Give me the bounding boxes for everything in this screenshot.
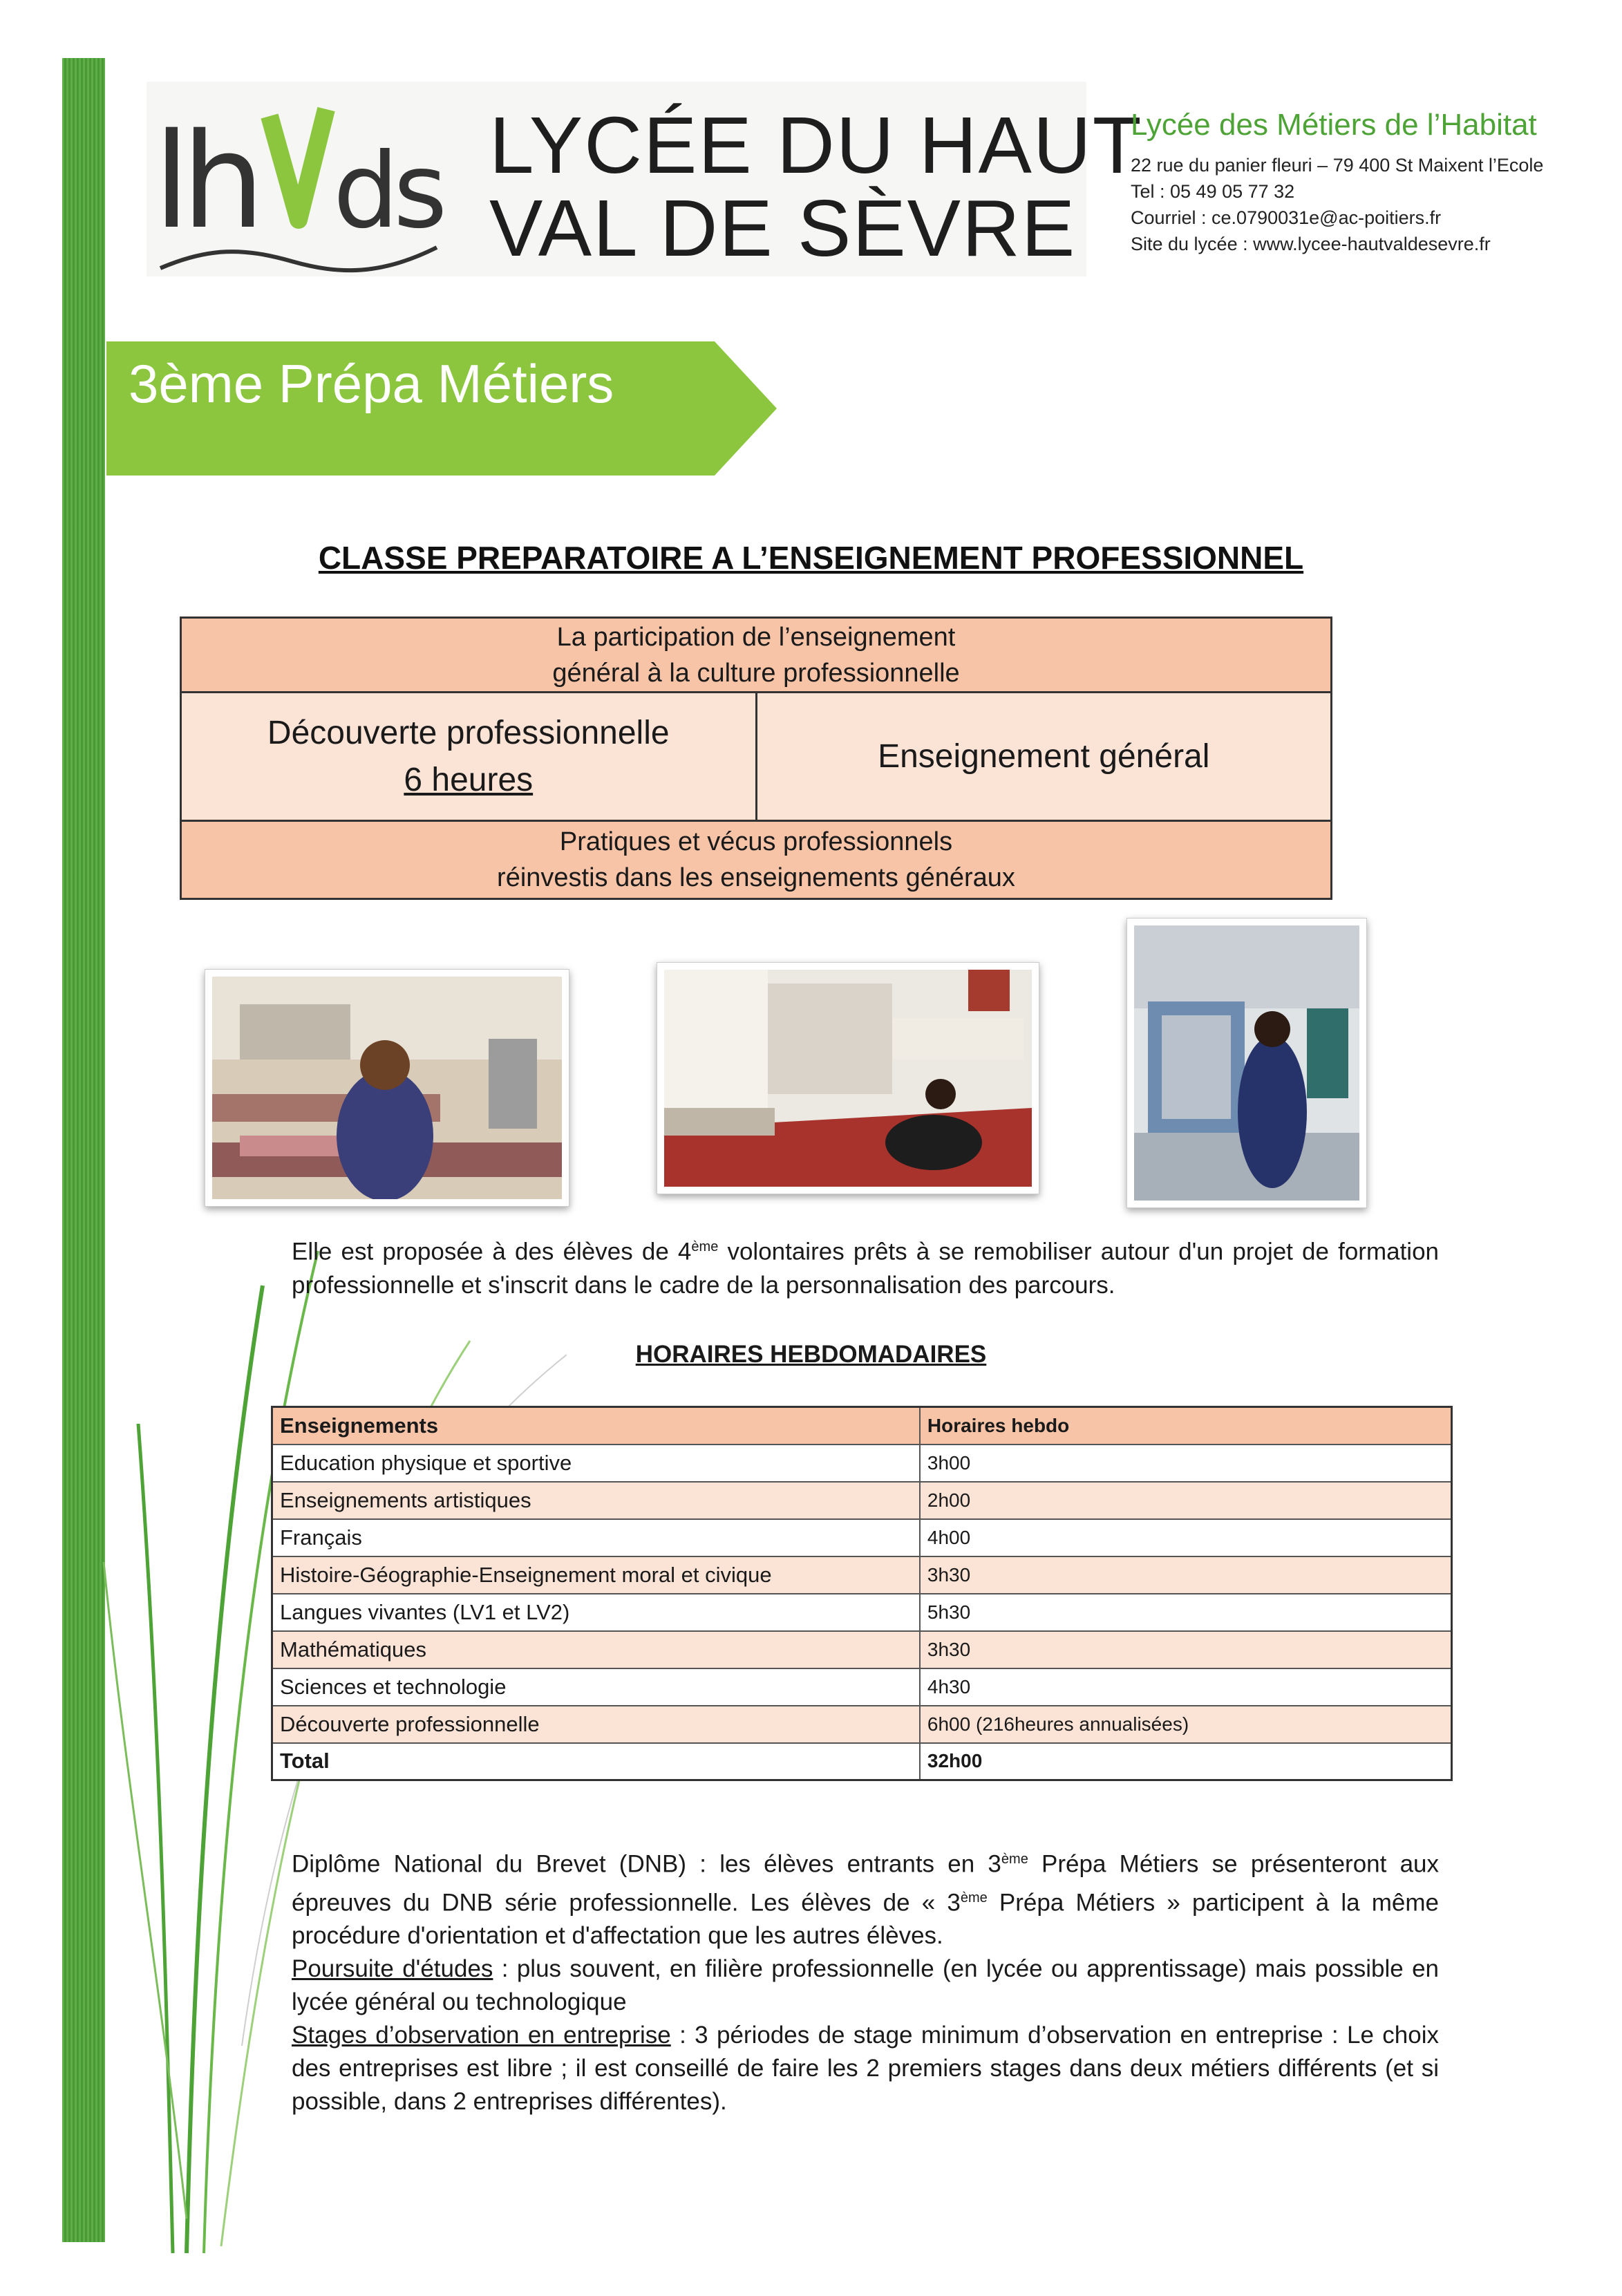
school-name: LYCÉE DU HAUT VAL DE SÈVRE bbox=[489, 100, 1143, 273]
photo-workshop-flooring bbox=[657, 962, 1039, 1194]
hours-value: 5h30 bbox=[920, 1594, 1452, 1631]
hours-subject: Langues vivantes (LV1 et LV2) bbox=[272, 1594, 920, 1631]
structure-top-line1: La participation de l’enseignement bbox=[556, 622, 956, 652]
hours-subject: Mathématiques bbox=[272, 1631, 920, 1668]
structure-bottom-line2: réinvestis dans les enseignements généraux bbox=[497, 863, 1015, 892]
structure-bottom-line1: Pratiques et vécus professionnels bbox=[559, 827, 953, 856]
hours-subject: Sciences et technologie bbox=[272, 1668, 920, 1706]
svg-text:lh: lh bbox=[153, 105, 257, 258]
banner-title: 3ème Prépa Métiers bbox=[129, 353, 614, 414]
hours-header-subject: Enseignements bbox=[272, 1407, 920, 1445]
hours-value: 4h30 bbox=[920, 1668, 1452, 1706]
intro-superscript: ème bbox=[691, 1239, 719, 1254]
dnb-superscript-1: ème bbox=[1001, 1852, 1028, 1867]
structure-bottom-row bbox=[182, 822, 1330, 898]
table-row bbox=[272, 1519, 1452, 1556]
hours-table-header-row bbox=[272, 1407, 1452, 1445]
main-heading: CLASSE PREPARATOIRE A L’ENSEIGNEMENT PROFESSIONNEL bbox=[318, 540, 1304, 576]
bottom-text-block bbox=[292, 1843, 1439, 2118]
hours-subject: Histoire-Géographie-Enseignement moral et civique bbox=[272, 1556, 920, 1594]
school-logo-icon bbox=[153, 88, 444, 276]
structure-left-title: Découverte professionnelle bbox=[267, 714, 670, 751]
hours-total-label: Total bbox=[272, 1743, 920, 1780]
table-row bbox=[272, 1706, 1452, 1743]
poursuite-text: : plus souvent, en filière professionnelle (en lycée ou apprentissage) mais possible en lycée général ou technologique bbox=[292, 1955, 1439, 2016]
svg-text:ds: ds bbox=[333, 131, 442, 252]
dnb-text-3: Prépa Métiers » participent à la même procédure d'orientation et d'affectation que les autres élèves. bbox=[292, 1889, 1439, 1950]
hours-value: 3h00 bbox=[920, 1445, 1452, 1482]
woodwork-photo-illustration bbox=[212, 977, 562, 1199]
hours-subject: Education physique et sportive bbox=[272, 1445, 920, 1482]
table-row bbox=[272, 1482, 1452, 1519]
address-phone: Tel : 05 49 05 77 32 bbox=[1131, 181, 1295, 202]
hours-table bbox=[271, 1406, 1453, 1781]
stages-text: : 3 périodes de stage minimum d’observation en entreprise : Le choix des entreprises est libre ; il est conseillé de faire les 2 premiers stages dans deux métiers différents (et si possible, dans 2 entreprises différentes). bbox=[292, 2022, 1439, 2116]
hours-value: 4h00 bbox=[920, 1519, 1452, 1556]
dnb-paragraph bbox=[292, 1843, 1439, 1952]
intro-text-start: Elle est proposée à des élèves de 4 bbox=[292, 1238, 692, 1265]
hours-subject: Français bbox=[272, 1519, 920, 1556]
electrical-photo-illustration bbox=[1134, 925, 1359, 1201]
structure-right-title: Enseignement général bbox=[878, 737, 1210, 775]
structure-top-line2: général à la culture professionnelle bbox=[552, 658, 960, 688]
structure-left-cell bbox=[182, 693, 755, 820]
table-row bbox=[272, 1631, 1452, 1668]
address-street: 22 rue du panier fleuri – 79 400 St Maixent l’Ecole bbox=[1131, 155, 1544, 176]
hours-header-hours: Horaires hebdo bbox=[920, 1407, 1452, 1445]
hours-value: 3h30 bbox=[920, 1556, 1452, 1594]
dnb-text-1: : les élèves entrants en 3 bbox=[686, 1850, 1001, 1878]
table-row bbox=[272, 1445, 1452, 1482]
photo-workshop-electrical bbox=[1126, 918, 1367, 1208]
dnb-label: Diplôme National du Brevet (DNB) bbox=[292, 1850, 687, 1878]
structure-top-row bbox=[182, 619, 1330, 693]
structure-right-cell bbox=[755, 693, 1331, 820]
table-row bbox=[272, 1594, 1452, 1631]
table-row bbox=[272, 1668, 1452, 1706]
structure-middle-row bbox=[182, 693, 1330, 822]
poursuite-paragraph bbox=[292, 1952, 1439, 2019]
poursuite-label: Poursuite d'études bbox=[292, 1955, 493, 1983]
hours-subject: Enseignements artistiques bbox=[272, 1482, 920, 1519]
flooring-photo-illustration bbox=[664, 970, 1032, 1187]
hours-heading: HORAIRES HEBDOMADAIRES bbox=[635, 1341, 987, 1368]
table-row bbox=[272, 1556, 1452, 1594]
hours-total-value: 32h00 bbox=[920, 1743, 1452, 1780]
structure-table bbox=[180, 617, 1332, 900]
hours-subject: Découverte professionnelle bbox=[272, 1706, 920, 1743]
hours-value: 3h30 bbox=[920, 1631, 1452, 1668]
address-email: Courriel : ce.0790031e@ac-poitiers.fr bbox=[1131, 207, 1442, 228]
address-title: Lycée des Métiers de l’Habitat bbox=[1131, 108, 1537, 142]
hours-table-total-row bbox=[272, 1743, 1452, 1780]
photo-workshop-woodwork bbox=[205, 969, 569, 1207]
hours-value: 6h00 (216heures annualisées) bbox=[920, 1706, 1452, 1743]
dnb-superscript-2: ème bbox=[960, 1890, 988, 1906]
dnb-text-2: Prépa Métiers se présenteront aux épreuves du DNB série professionnelle. Les élèves de « 3 bbox=[292, 1850, 1440, 1917]
address-website: Site du lycée : www.lycee-hautvaldesevre.fr bbox=[1131, 234, 1491, 254]
stages-label: Stages d’observation en entreprise bbox=[292, 2022, 671, 2049]
structure-left-hours: 6 heures bbox=[404, 761, 534, 798]
intro-paragraph bbox=[292, 1230, 1439, 1302]
stages-paragraph bbox=[292, 2019, 1439, 2118]
intro-text-end: volontaires prêts à se remobiliser autour d'un projet de formation professionnelle et s'inscrit dans le cadre de la personnalisation des parcours. bbox=[292, 1238, 1440, 1299]
hours-value: 2h00 bbox=[920, 1482, 1452, 1519]
